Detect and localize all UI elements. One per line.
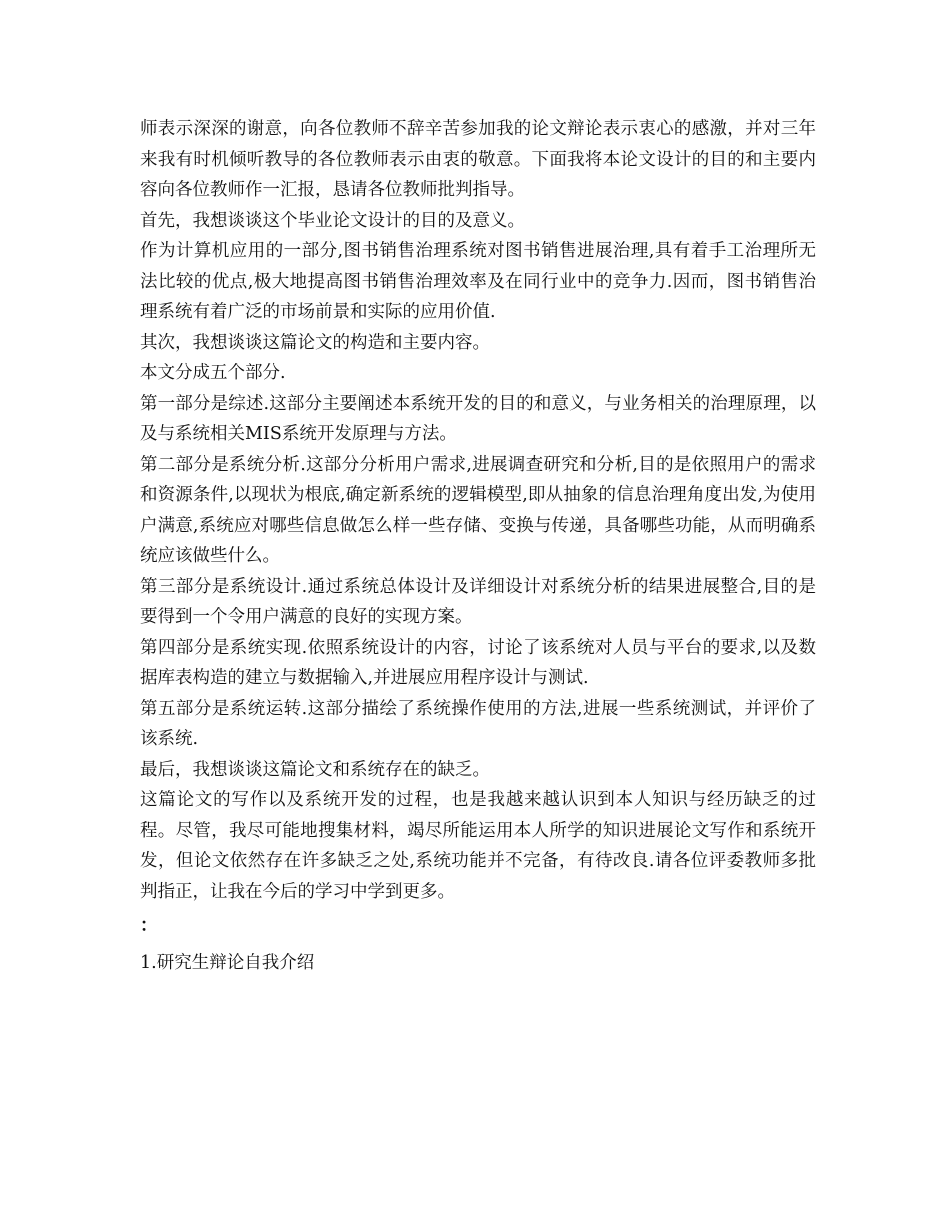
paragraph-last-intro: 最后，我想谈谈这篇论文和系统存在的缺乏。	[140, 759, 490, 780]
paragraph-part-three: 第三部分是系统设计.通过系统总体设计及详细设计对系统分析的结果进展整合,目的是要得到一个令用户满意的良好的实现方案。	[140, 576, 816, 627]
document-body	[140, 114, 816, 978]
paragraph-part-one: 第一部分是综述.这部分主要阐述本系统开发的目的和意义，与业务相关的治理原理，以及与系统相关MIS系统开发原理与方法。	[140, 393, 816, 444]
paragraph-part-two: 第二部分是系统分析.这部分分析用户需求,进展调查研究和分析,目的是依照用户的需求和资源条件,以现状为根底,确定新系统的逻辑模型,即从抽象的信息治理角度出发,为使用户满意,系统应对哪些信息做怎么样一些存储、变换与传递，具备哪些功能，从而明确系统应该做些什么。	[140, 454, 816, 566]
paragraph-second-intro: 其次，我想谈谈这篇论文的构造和主要内容。	[140, 332, 490, 353]
paragraph-five-parts: 本文分成五个部分.	[140, 363, 286, 383]
paragraph-part-five: 第五部分是系统运转.这部分描绘了系统操作使用的方法,进展一些系统测试，并评价了该系统.	[140, 698, 816, 749]
paragraph-shortcomings: 这篇论文的写作以及系统开发的过程，也是我越来越认识到本人知识与经历缺乏的过程。尽管，我尽可能地搜集材料，竭尽所能运用本人所学的知识进展论文写作和系统开发，但论文依然存在许多缺乏之处,系统功能并不完备，有待改良.请各位评委教师多批判指正，让我在今后的学习中学到更多。	[140, 790, 816, 902]
paragraph-first-intro: 首先，我想谈谈这个毕业论文设计的目的及意义。	[140, 210, 525, 231]
paragraph-thanks: 师表示深深的谢意，向各位教师不辞辛苦参加我的论文辩论表示衷心的感激，并对三年来我有时机倾听教导的各位教师表示由衷的敬意。下面我将本论文设计的目的和主要内容向各位教师作一汇报，恳请各位教师批判指导。	[140, 119, 816, 200]
colon-mark: ：	[140, 916, 158, 936]
paragraph-part-four: 第四部分是系统实现.依照系统设计的内容，讨论了该系统对人员与平台的要求,以及数据库表构造的建立与数据输入,并进展应用程序设计与测试.	[140, 637, 816, 688]
list-item-heading: 1.研究生辩论自我介绍	[140, 952, 315, 973]
paragraph-purpose: 作为计算机应用的一部分,图书销售治理系统对图书销售进展治理,具有着手工治理所无法比较的优点,极大地提高图书销售治理效率及在同行业中的竞争力.因而，图书销售治理系统有着广泛的市场前景和实际的应用价值.	[140, 241, 816, 322]
